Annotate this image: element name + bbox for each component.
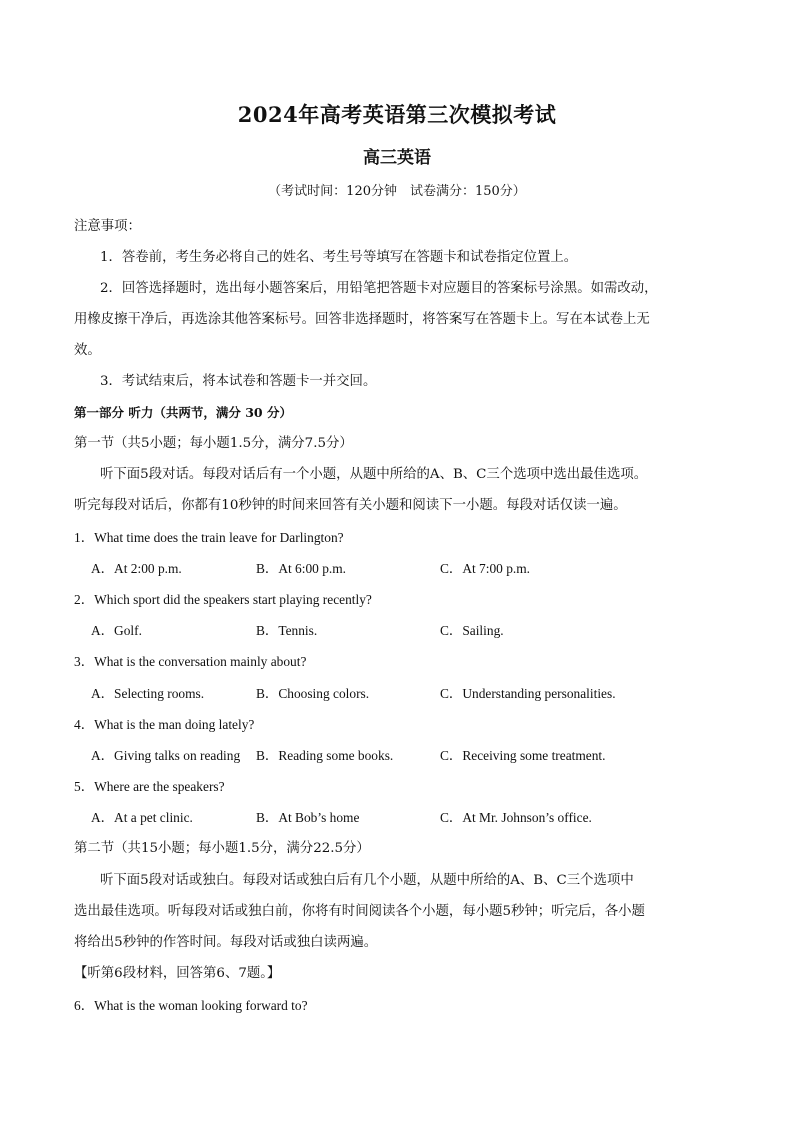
section2-instruction-2: 选出最佳选项。听每段对话或独白前，你将有时间阅读各个小题，每小题5秒钟；听完后，各小题: [74, 904, 645, 919]
section1-heading: 第一节（共5小题；每小题1.5分，满分7.5分）: [74, 436, 353, 451]
question-5: 5．Where are the speakers?: [74, 779, 225, 794]
note-2-line-2: 用橡皮擦干净后，再选涂其他答案标号。回答非选择题时，将答案写在答题卡上。写在本试卷上无: [74, 312, 650, 327]
q2-option-a: A．Golf.: [91, 623, 142, 638]
q3-option-b: B．Choosing colors.: [256, 686, 370, 701]
page-subtitle: 高三英语: [363, 148, 431, 168]
section1-instruction-2: 听完每段对话后，你都有10秒钟的时间来回答有关小题和阅读下一小题。每段对话仅读一遍。: [74, 498, 627, 513]
q5-option-a: A．At a pet clinic.: [91, 810, 193, 825]
q5-option-c: C．At Mr. Johnson’s office.: [440, 810, 592, 825]
material-6-heading: 【听第6段材料，回答第6、7题。】: [74, 966, 281, 981]
notes-heading: 注意事项：: [74, 219, 141, 234]
section2-heading: 第二节（共15小题；每小题1.5分，满分22.5分）: [74, 841, 370, 856]
question-1: 1．What time does the train leave for Darlington?: [74, 530, 344, 545]
q3-option-c: C．Understanding personalities.: [440, 686, 616, 701]
section2-instruction-3: 将给出5秒钟的作答时间。每段对话或独白读两遍。: [74, 935, 378, 950]
question-3: 3．What is the conversation mainly about?: [74, 654, 307, 669]
q1-option-a: A．At 2:00 p.m.: [91, 561, 182, 576]
page-title: 2024年高考英语第三次模拟考试: [237, 102, 557, 127]
section1-instruction-1: 听下面5段对话。每段对话后有一个小题，从题中所给的A、B、C三个选项中选出最佳选项。: [100, 467, 648, 482]
note-2-line-3: 效。: [74, 343, 101, 358]
exam-info: （考试时间：120分钟 试卷满分：150分）: [268, 184, 526, 199]
q3-option-a: A．Selecting rooms.: [91, 686, 205, 701]
q5-option-b: B．At Bob’s home: [256, 810, 360, 825]
q4-option-a: A．Giving talks on reading: [91, 748, 241, 763]
q2-option-b: B．Tennis.: [256, 623, 318, 638]
q1-option-c: C．At 7:00 p.m.: [440, 561, 531, 576]
q1-option-b: B．At 6:00 p.m.: [256, 561, 347, 576]
q2-option-c: C．Sailing.: [440, 623, 504, 638]
q4-option-c: C．Receiving some treatment.: [440, 748, 606, 763]
note-3: 3．考试结束后，将本试卷和答题卡一并交回。: [100, 374, 377, 389]
question-4: 4．What is the man doing lately?: [74, 717, 255, 732]
q4-option-b: B．Reading some books.: [256, 748, 394, 763]
question-2: 2．Which sport did the speakers start playing recently?: [74, 592, 372, 607]
note-2-line-1: 2．回答选择题时，选出每小题答案后，用铅笔把答题卡对应题目的答案标号涂黑。如需改动，: [100, 281, 658, 296]
section2-instruction-1: 听下面5段对话或独白。每段对话或独白后有几个小题，从题中所给的A、B、C三个选项中: [100, 873, 634, 888]
note-1: 1．答卷前，考生务必将自己的姓名、考生号等填写在答题卡和试卷指定位置上。: [100, 250, 578, 265]
question-6: 6．What is the woman looking forward to?: [74, 998, 308, 1013]
part1-heading: 第一部分 听力（共两节，满分 30 分）: [74, 405, 292, 420]
